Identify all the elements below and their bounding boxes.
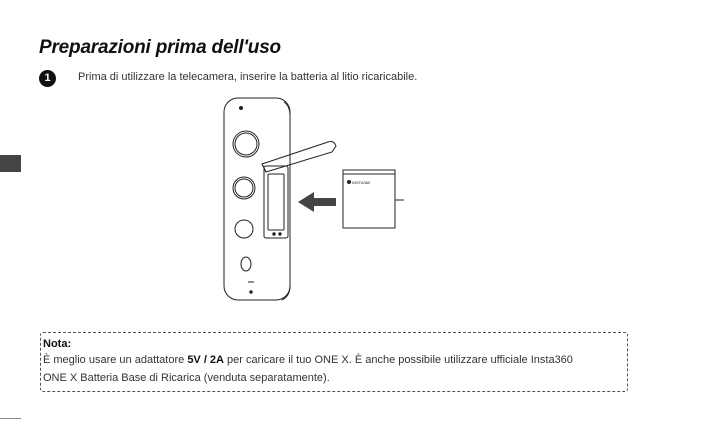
note-text-part-1: È meglio usare un adattatore [43, 354, 188, 366]
note-box [40, 332, 628, 392]
note-line-2: ONE X Batteria Base di Ricarica (venduta separatamente). [43, 372, 330, 384]
camera-shutter-button [235, 220, 253, 238]
step-instruction: Prima di utilizzare la telecamera, inserire la batteria al litio ricaricabile. [78, 71, 418, 83]
section-tab-marker [0, 155, 21, 172]
camera-indicator-dot [240, 107, 243, 110]
step-number-badge: 1 [39, 70, 56, 87]
page-edge-rule [0, 418, 21, 419]
battery-insertion-illustration [220, 96, 420, 306]
svg-text:INSTA360: INSTA360 [352, 180, 371, 185]
camera-lens-bottom [233, 177, 255, 199]
note-line-1 [43, 351, 627, 369]
camera-body [224, 98, 290, 300]
insert-arrow-icon [298, 192, 336, 212]
battery-door [262, 142, 336, 173]
note-adapter-spec: 5V / 2A [187, 354, 224, 366]
camera-lens-top [233, 131, 259, 157]
page-title: Preparazioni prima dell'uso [39, 37, 281, 58]
camera-power-button [241, 257, 251, 271]
note-label: Nota: [43, 338, 72, 350]
battery-pack [343, 170, 404, 228]
note-text-part-2: per caricare il tuo ONE X. È anche possibile utilizzare ufficiale Insta360 [224, 354, 573, 366]
battery-compartment [264, 166, 288, 238]
